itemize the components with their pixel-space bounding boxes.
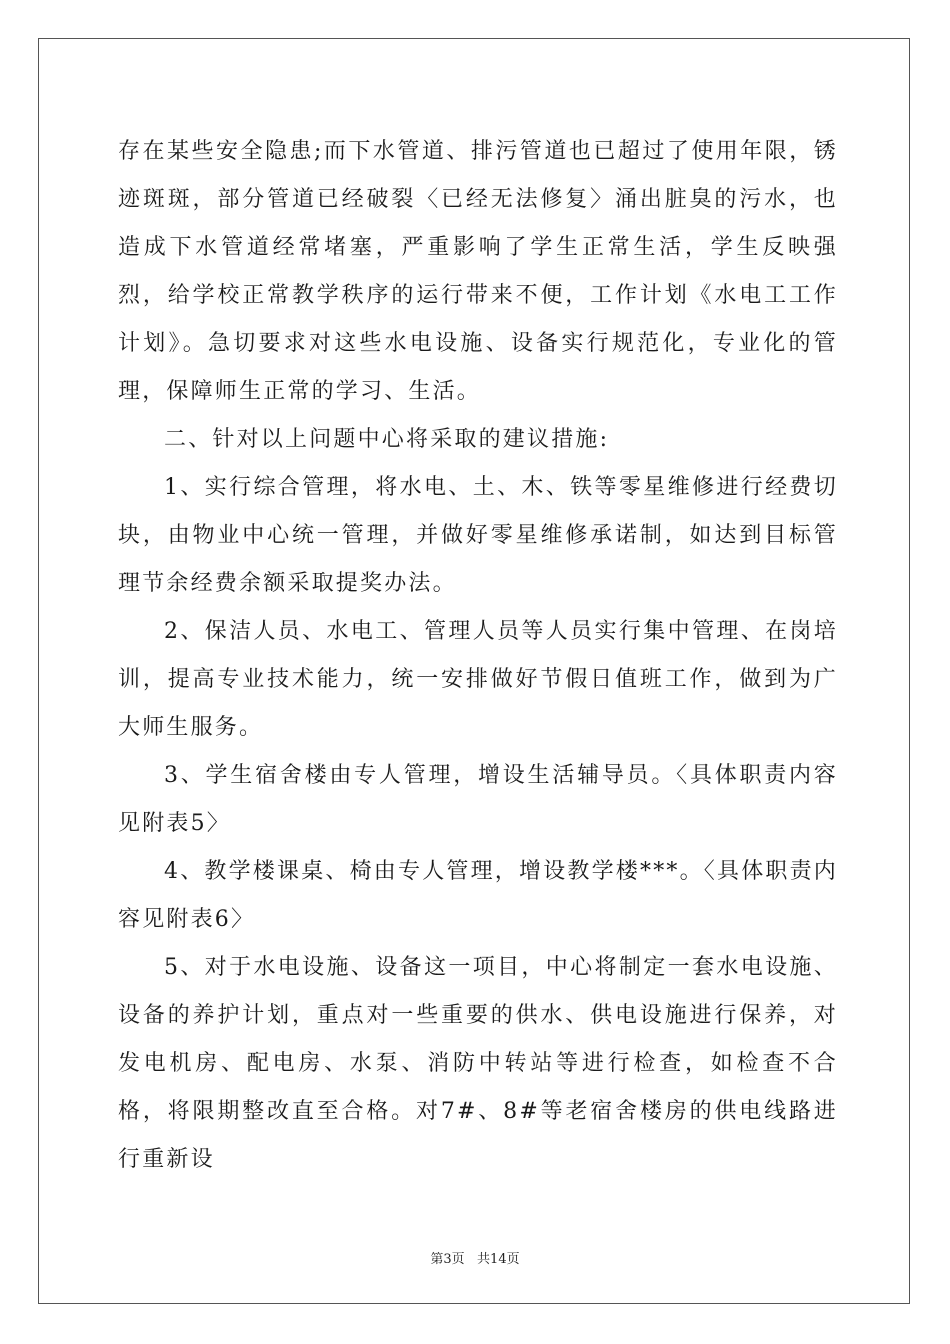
paragraph-6-item-4: 4、教学楼课桌、椅由专人管理，增设教学楼***。〈具体职责内容见附表6〉 <box>118 859 838 932</box>
document-body <box>118 128 838 1184</box>
paragraph-7-item-5: 5、对于水电设施、设备这一项目，中心将制定一套水电设施、设备的养护计划，重点对一些重要的供水、供电设施进行保养，对发电机房、配电房、水泵、消防中转站等进行检查，如检查不合格，将限期整改直至合格。对7#、8#等老宿舍楼房的供电线路进行重新设 <box>118 955 838 1172</box>
page-number-footer: 第3页 共14页 <box>430 1252 520 1267</box>
paragraph-3-item-1: 1、实行综合管理，将水电、土、木、铁等零星维修进行经费切块，由物业中心统一管理，并做好零星维修承诺制，如达到目标管理节余经费余额采取提奖办法。 <box>118 475 838 596</box>
paragraph-4-item-2: 2、保洁人员、水电工、管理人员等人员实行集中管理、在岗培训，提高专业技术能力，统一安排做好节假日值班工作，做到为广大师生服务。 <box>118 619 838 740</box>
paragraph-2-heading: 二、针对以上问题中心将采取的建议措施: <box>164 427 610 452</box>
paragraph-1: 存在某些安全隐患;而下水管道、排污管道也已超过了使用年限，锈迹斑斑，部分管道已经破裂〈已经无法修复〉涌出脏臭的污水，也造成下水管道经常堵塞，严重影响了学生正常生活，学生反映强烈，给学校正常教学秩序的运行带来不便，工作计划《水电工工作计划》。急切要求对这些水电设施、设备实行规范化，专业化的管理，保障师生正常的学习、生活。 <box>118 139 838 404</box>
paragraph-5-item-3: 3、学生宿舍楼由专人管理，增设生活辅导员。〈具体职责内容见附表5〉 <box>118 763 838 836</box>
